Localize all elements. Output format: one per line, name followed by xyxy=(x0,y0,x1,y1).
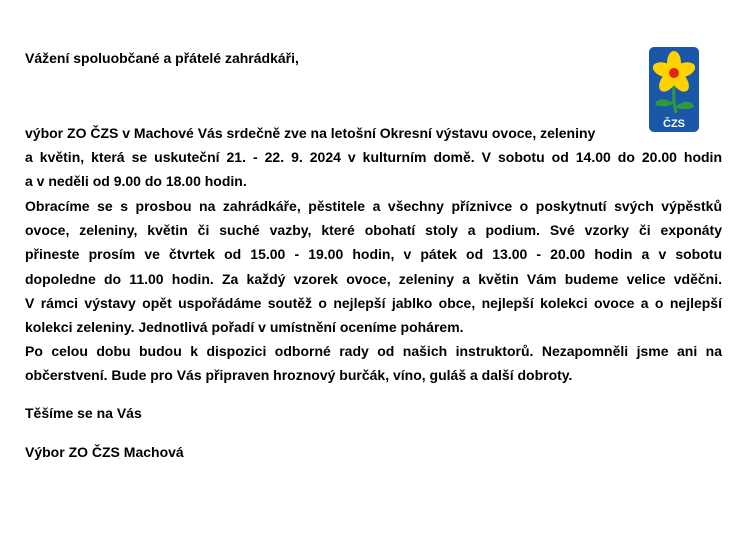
body-line: kolekci zeleniny. Jednotlivá pořadí v umístnění oceníme pohárem. xyxy=(25,319,464,336)
intro-line-1: výbor ZO ČZS v Machové Vás srdečně zve na letošní Okresní výstavu ovoce, zeleniny xyxy=(25,125,596,141)
body-line: ovoce, zeleniny, květin či suché vazby, které obohatí stoly a podium. Své vzorky či exponáty xyxy=(25,222,722,239)
intro-paragraph xyxy=(25,121,722,194)
body-paragraph xyxy=(25,194,722,388)
body-line: přineste prosím ve čtvrtek od 15.00 - 19.00 hodin, v pátek od 13.00 - 20.00 hodin a v sobotu xyxy=(25,246,722,263)
intro-line-3: a v neděli od 9.00 do 18.00 hodin. xyxy=(25,173,247,190)
closing-line: Těšíme se na Vás xyxy=(25,405,142,421)
body-line: občerstvení. Bude pro Vás připraven hroznový burčák, víno, guláš a další dobroty. xyxy=(25,367,573,384)
logo-text: ČZS xyxy=(663,118,685,130)
czs-flower-logo-icon xyxy=(649,47,699,132)
logo-flower-center xyxy=(669,68,679,78)
body-line: Po celou dobu budou k dispozici odborné rady od našich instruktorů. Nezapomněli jsme ani na xyxy=(25,343,722,360)
body-line: dopoledne do 11.00 hodin. Za každý vzorek ovoce, zeleniny a květin Vám budeme velice vděčni. xyxy=(25,270,722,287)
signature: Výbor ZO ČZS Machová xyxy=(25,444,184,460)
body-line: V rámci výstavy opět uspořádáme soutěž o nejlepší jablko obce, nejlepší kolekci ovoce a o nejlepší xyxy=(25,294,722,311)
body-line: Obracíme se s prosbou na zahrádkáře, pěstitele a všechny příznivce o poskytnutí svých výpěstků xyxy=(25,198,722,214)
greeting: Vážení spoluobčané a přátelé zahrádkáři, xyxy=(25,50,299,66)
intro-line-2: a květin, která se uskuteční 21. - 22. 9. 2024 v kulturním domě. V sobotu od 14.00 do 20.00 hodin xyxy=(25,149,722,166)
